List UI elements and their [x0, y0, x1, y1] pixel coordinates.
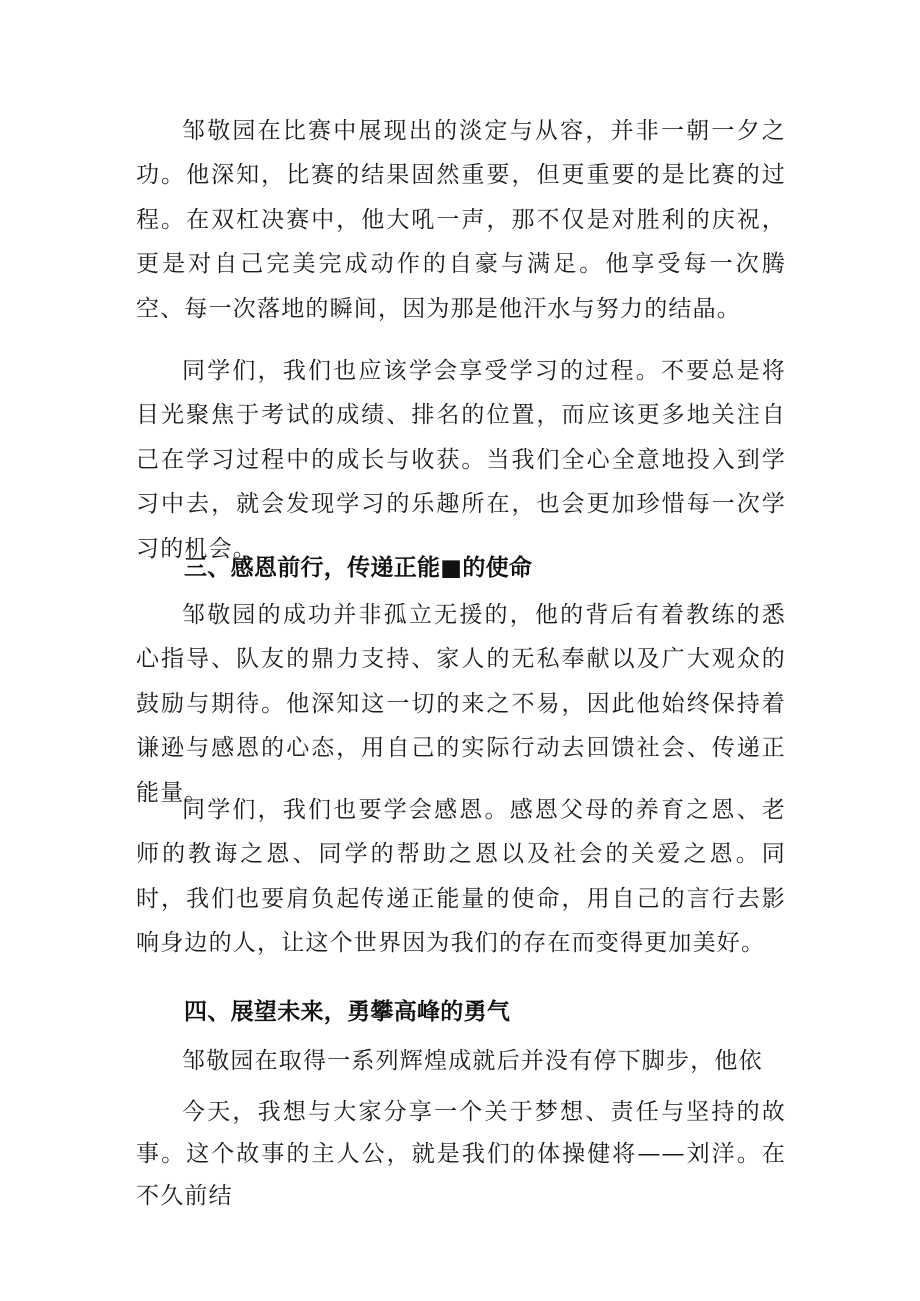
paragraph-enjoy-learning: 同学们，我们也应该学会享受学习的过程。不要总是将目光聚焦于考试的成绩、排名的位置，而应该更多地关注自己在学习过程中的成长与收获。当我们全心全意地投入到学习中去，就会发现学习的乐趣所在，也会更加珍惜每一次学习的机会。 — [136, 358, 786, 562]
paragraph-be-grateful: 同学们，我们也要学会感恩。感恩父母的养育之恩、老师的教诲之恩、同学的帮助之恩以及社会的关爱之恩。同时，我们也要肩负起传递正能量的使命，用自己的言行去影响身边的人，让这个世界因为我们的存在而变得更加美好。 — [136, 797, 786, 957]
paragraph-composure: 邹敬园在比赛中展现出的淡定与从容，并非一朝一夕之功。他深知，比赛的结果固然重要，但更重要的是比赛的过程。在双杠决赛中，他大吼一声，那不仅是对胜利的庆祝，更是对自己完美完成动作的自豪与满足。他享受每一次腾空、每一次落地的瞬间，因为那是他汗水与努力的结晶。 — [136, 118, 786, 322]
paragraph-story-intro: 今天，我想与大家分享一个关于梦想、责任与坚持的故事。这个故事的主人公，就是我们的体操健将——刘洋。在不久前结 — [136, 1099, 786, 1209]
section-heading-gratitude: 三、感恩前行，传递正能■的使命 — [184, 555, 533, 581]
paragraph-support: 邹敬园的成功并非孤立无援的，他的背后有着教练的悉心指导、队友的鼎力支持、家人的无私奉献以及广大观众的鼓励与期待。他深知这一切的来之不易，因此他始终保持着谦逊与感恩的心态，用自己的实际行动去回馈社会、传递正能量。 — [136, 602, 786, 806]
section-heading-future: 四、展望未来，勇攀高峰的勇气 — [184, 999, 511, 1025]
paragraph-continue: 邹敬园在取得一系列辉煌成就后并没有停下脚步，他依 — [182, 1048, 763, 1074]
